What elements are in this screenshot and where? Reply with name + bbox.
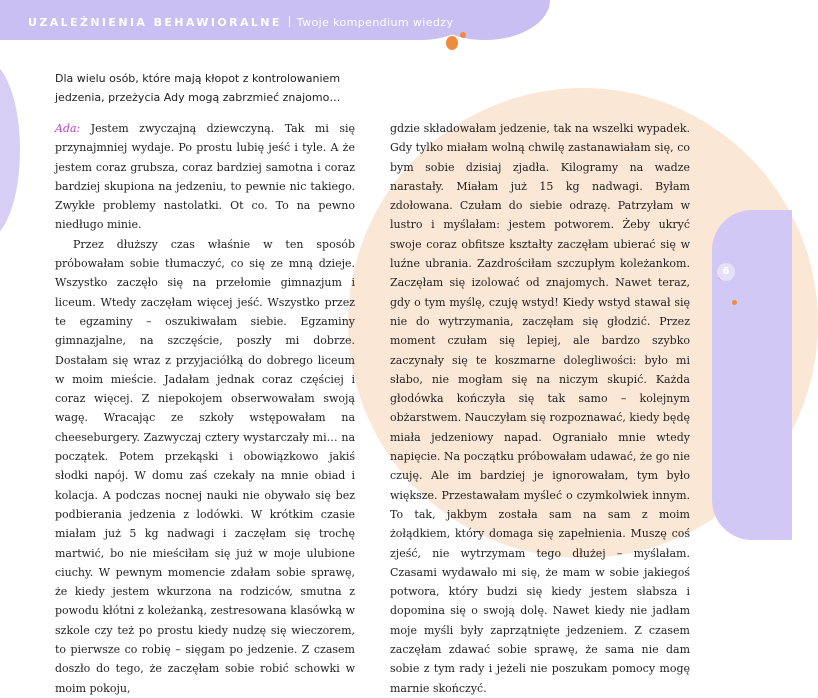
right-column: [390, 119, 690, 698]
paragraph-text: Jestem zwyczajną dziewczyną. Tak mi się przynajmniej wydaje. Po prostu lubię jeść i tyle. A że jestem coraz grubsza, coraz bardziej samotna i coraz bardziej skupiona na jedzeniu, to pewnie nic takiego. Zwykłe problemy nastolatki. Ot co. To na pewno niedługo minie.: [55, 122, 355, 232]
left-column: [55, 119, 355, 698]
intro-text: Dla wielu osób, które mają kłopot z kontrolowaniem jedzenia, przeżycia Ady mogą zabrzmieć znajomo…: [55, 72, 341, 104]
left-blob-decoration: [0, 60, 20, 240]
header-brand: UZALEŻNIENIA BEHAWIORALNE: [28, 16, 282, 29]
right-blob-decoration: [712, 210, 792, 540]
page-number: 6: [717, 263, 735, 281]
header-tagline: Twoje kompendium wiedzy: [296, 16, 454, 29]
speaker-label: Ada:: [55, 122, 81, 135]
header-separator: [289, 16, 290, 27]
orange-dot-decoration: [460, 32, 466, 38]
paragraph: gdzie składowałam jedzenie, tak na wszelki wypadek. Gdy tylko miałam wolną chwilę zastanawiałam się, co bym sobie dzisiaj zjadła. Kilogramy na wadze narastały. Miałam już 15 kg nadwagi. Byłam zdołowana. Czułam do siebie odrazę. Patrzyłam w lustro i myślałam: jestem potworem. Żeby ukryć swoje coraz obfitsze kształty zaczęłam ubierać się w luźne ubrania. Zazdrościłam szczupłym koleżankom. Zaczęłam się izolować od znajomych. Nawet teraz, gdy o tym myślę, czuję wstyd! Kiedy wstyd stawał się nie do wytrzymania, zaczęłam się głodzić. Przez moment czułam się lepiej, ale bardzo szybko zaczynały się te koszmarne dolegliwości: było mi słabo, nie mogłam się na niczym skupić. Każda głodówka kończyła się tak samo – kolejnym obżarstwem. Nauczyłam się rozpoznawać, kiedy będę miała jedzeniowy napad. Ograniało mnie wtedy napięcie. Na początku próbowałam udawać, że go nie czuję. Ale im bardziej je ignorowałam, tym było większe. Przestawałam myśleć o czymkolwiek innym. To tak, jakbym została sam na sam z moim żołądkiem, który domaga się zapełnienia. Muszę coś zjeść, nie wytrzymam tego dłużej – myślałam. Czasami wydawało mi się, że mam w sobie jakiegoś potwora, który budzi się kiedy jestem słabsza i dopomina się o swoją dolę. Nawet kiedy nie jadłam moje myśli były zaprzątnięte jedzeniem. Z czasem zaczęłam zdawać sobie sprawę, że sama nie dam sobie z tym rady i jeżeli nie poszukam pomocy mogę marnie skończyć.: [390, 122, 690, 695]
paragraph: Przez dłuższy czas właśnie w ten sposób próbowałam sobie tłumaczyć, co się ze mną dzieje. Wszystko zaczęło się na przełomie gimnazjum i liceum. Wtedy zaczęłam więcej jeść. Wszystko przez te egzaminy – oszukiwałam siebie. Egzaminy gimnazjalne, na szczęście, poszły mi dobrze. Dostałam się wraz z przyjaciółką do dobrego liceum w moim mieście. Jadałam jednak coraz częściej i coraz więcej. Z niepokojem obserwowałam swoją wagę. Wracając ze szkoły wstępowałam na cheeseburgery. Zazwyczaj cztery wystarczały mi… na początek. Potem przekąski i obowiązkowo jakiś słodki napój. W domu zaś czekały na mnie obiad i kolacja. A podczas nocnej nauki nie obywało się bez podbierania jedzenia z lodówki. W krótkim czasie miałam już 5 kg nadwagi i zaczęłam się trochę martwić, bo nie mieściłam się już w moje ulubione ciuchy. W pewnym momencie zdałam sobie sprawę, że kiedy jestem wkurzona na rodziców, smutna z powodu kłótni z koleżanką, zestresowana klasówką w szkole czy też po prostu kiedy nudzę się wieczorem, to pierwsze co robię – sięgam po jedzenie. Z czasem doszło do tego, że zaczęłam sobie robić schowki w moim pokoju,: [55, 237, 355, 695]
orange-dot-decoration: [446, 36, 458, 50]
orange-dot-decoration: [732, 300, 737, 305]
page-header: [28, 16, 453, 29]
paragraph: [55, 119, 355, 235]
